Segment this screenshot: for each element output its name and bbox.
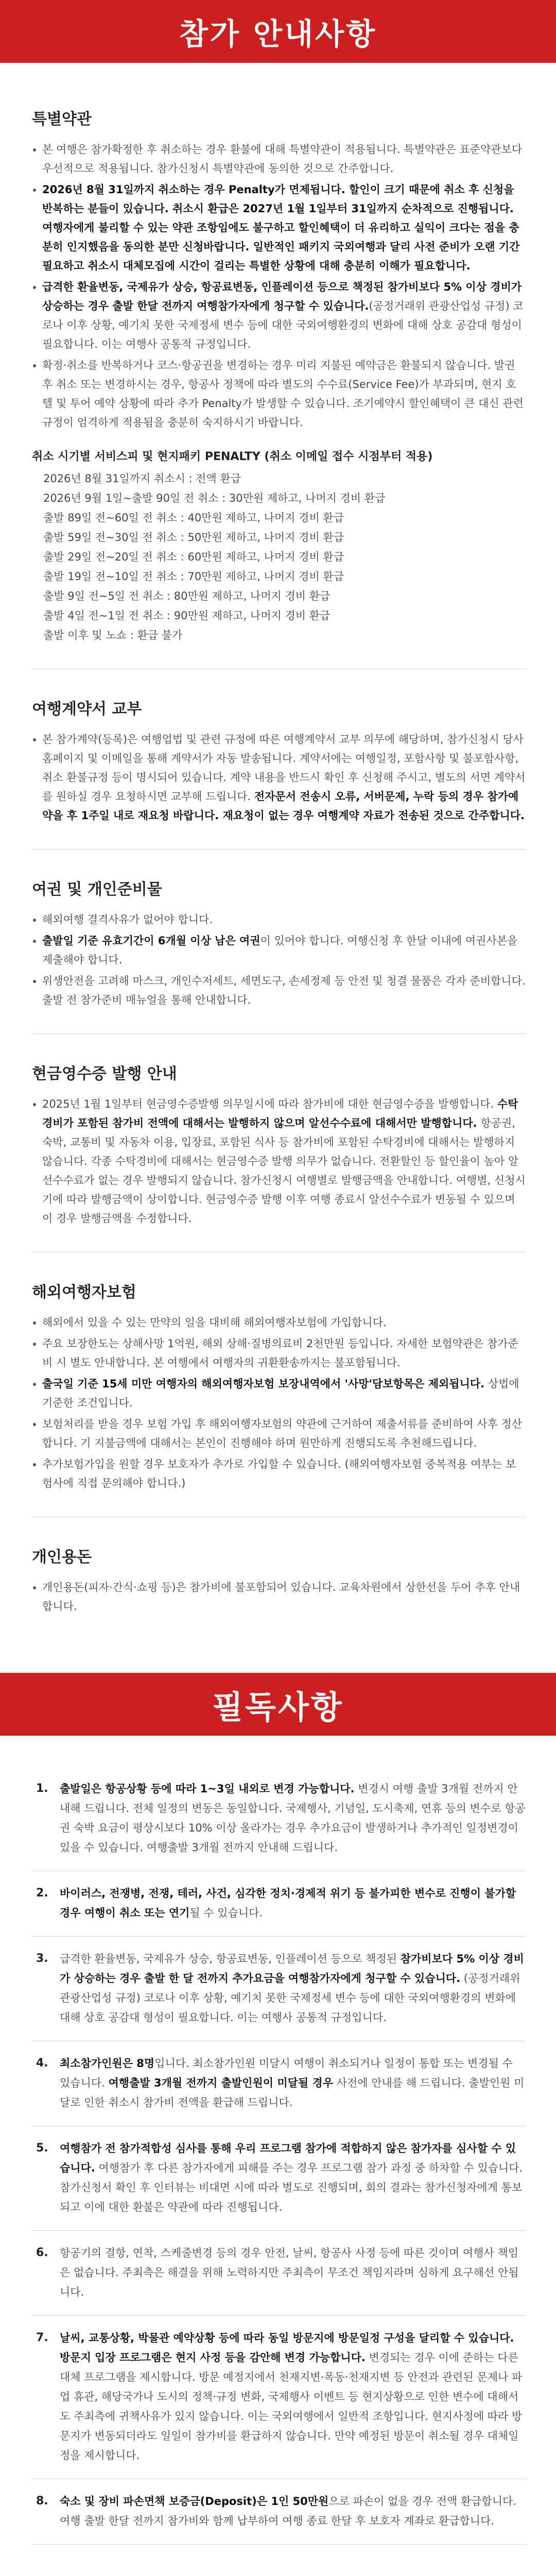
highlight-text: 전자문서 전송시 오류, 서버문제, 누락 등의 경우 참가예약을 후 1주일 내로 재요청 바랍니다. 재요청이 없는 경우 여행계약 자료가 전송된 것으로 간주합니다. xyxy=(42,790,525,822)
item-number: 7. xyxy=(36,2331,48,2344)
section-divider xyxy=(32,849,526,850)
highlight-text: 숙소 및 장비 파손면책 보증금(Deposit)은 1인 50만원 xyxy=(60,2495,329,2507)
item-number: 5. xyxy=(36,2142,48,2155)
item-text xyxy=(60,2054,526,2112)
item-text xyxy=(60,1884,526,1923)
body-text: 해외에서 있을 수 있는 만약의 일을 대비해 해외여행자보험에 가입합니다. xyxy=(42,1316,387,1329)
highlight-text: 급격한 환율변동, 국제유가 상승, 항공료변동, 인플레이션 등으로 책정된 참가비보다 5% 이상 경비가 상승하는 경우 출발 한달 전까지 여행참가자에게 청구할 수 있습니다. xyxy=(42,281,522,312)
item-number: 6. xyxy=(36,2246,48,2259)
body-text: 이 있어야 합니다. 여행신청 후 한달 이내에 여권사본을 제출해야 합니다. xyxy=(42,935,518,966)
bullet-item xyxy=(32,140,526,178)
highlight-text: 참가비보다 5% 이상 경비가 상승하는 경우 출발 한 달 전까지 추가요금을 여행참가자에게 청구할 수 있습니다. xyxy=(60,1953,524,1985)
bullet-item xyxy=(32,972,526,1010)
bullet-item xyxy=(32,1578,526,1616)
section-title: 현금영수증 발행 안내 xyxy=(32,1065,177,1083)
cancel-policy-item: 출발 59일 전~30일 전 취소 : 50만원 제하고, 나머지 경비 환급 xyxy=(43,531,344,544)
must-read-item xyxy=(32,1767,526,1871)
bullet-item xyxy=(32,1313,526,1332)
cancel-policy-item: 출발 9일 전~5일 전 취소 : 80만원 제하고, 나머지 경비 환급 xyxy=(43,590,331,602)
guide-content xyxy=(0,106,556,1616)
body-text: 보험처리를 받을 경우 보험 가입 후 해외여행자보험의 약관에 근거하여 제출서류를 준비하여 사후 정산합니다. 기 지불금액에 대해서는 본인이 진행해야 하며 원만하게 진행되도록 추천해드립니다. xyxy=(42,1418,523,1449)
highlight-text: 2026년 8월 31일까지 취소하는 경우 Penalty가 면제됩니다. 할인이 크기 때문에 취소 후 신청을 반복하는 분들이 있습니다. 취소시 환급은 2027년 1월 1일부터 31일까지 순차적으로 진행됩니다. 여행자에게 불리할 수 있는 약관 조항임에도 불구하고 할인혜택이 더 유리하고 실익이 크다는 점을 충분히 인지했음을 동의한 분만 신청바랍니다. 일반적인 패키지 국외여행과 달리 사전 준비가 오랜 기간 필요하고 취소시 대체모집에 시간이 걸리는 특별한 상황에 대해 충분히 이해가 필요합니다. xyxy=(42,183,520,272)
bullet-item xyxy=(32,356,526,432)
highlight-text: 여행참가 전 참가적합성 심사를 통해 우리 프로그램 참가에 적합하지 않은 참가자를 심사할 수 있습니다. xyxy=(60,2142,516,2174)
bullet-list xyxy=(32,1095,526,1228)
must-read-item xyxy=(32,2041,526,2126)
item-text xyxy=(60,2328,526,2465)
section-insurance xyxy=(32,1279,526,1493)
body-text: 본 여행은 참가확정한 후 취소하는 경우 환불에 대해 특별약관이 적용됩니다. 특별약관은 표준약관보다 우선적으로 적용됩니다. 참가신청시 특별약관에 동의한 것으로 간주합니다. xyxy=(42,143,523,175)
cancel-policy-item: 2026년 8월 31일까지 취소시 : 전액 환급 xyxy=(43,472,241,485)
must-read-list xyxy=(32,1767,526,2545)
bullet-item xyxy=(32,278,526,354)
item-number: 2. xyxy=(36,1887,48,1900)
highlight-text: 출국일 기준 15세 미만 여행자의 해외여행자보험 보장내역에서 '사망'담보항목은 제외됩니다. xyxy=(42,1378,485,1390)
cancel-policy-item: 출발 19일 전~10일 전 취소 : 70만원 제하고, 나머지 경비 환급 xyxy=(43,570,344,583)
cancel-policy-item: 출발 4일 전~1일 전 취소 : 90만원 제하고, 나머지 경비 환급 xyxy=(43,609,331,622)
section-title: 개인용돈 xyxy=(32,1548,92,1566)
section-allowance xyxy=(32,1544,526,1616)
page-title-banner xyxy=(0,0,556,63)
cancel-policy-item: 출발 29일 전~20일 전 취소 : 60만원 제하고, 나머지 경비 환급 xyxy=(43,551,344,563)
must-read-content xyxy=(0,1767,556,2545)
body-text: (공정거래위 관광산업성 규정) 코로나 이후 상황, 예기치 못한 국제정세 변수 등에 대한 국외여행환경의 변화에 대해 상호 공감대 형성이 필요합니다. 이는 여행사 공통적 규정입니다. xyxy=(60,1972,520,2024)
must-read-banner xyxy=(0,1673,556,1736)
item-number: 8. xyxy=(36,2495,48,2507)
must-read-section xyxy=(0,1673,556,2545)
highlight-text: 수탁경비가 포함된 참가비 전액에 대해서는 발행하지 않으며 알선수수료에 대해서만 발행합니다. xyxy=(42,1098,518,1129)
bullet-list xyxy=(32,730,526,825)
body-text: 으로 파손이 없을 경우 전액 환급합니다. 여행 출발 한달 전까지 참가비와 함께 납부하여 여행 종료 한달 후 보호자 계좌로 환급합니다. xyxy=(60,2495,516,2527)
body-text: 급격한 환율변동, 국제유가 상승, 항공료변동, 인플레이션 등으로 책정된 xyxy=(60,1953,401,1965)
item-number: 4. xyxy=(36,2057,48,2070)
bullet-item xyxy=(32,180,526,276)
section-title: 여행계약서 교부 xyxy=(32,700,142,718)
body-text: 추가보험가입을 원할 경우 보호자가 추가로 가입할 수 있습니다. (해외여행자보험 중복적용 여부는 보험사에 직접 문의해야 합니다.) xyxy=(42,1458,516,1489)
item-text xyxy=(60,2243,526,2302)
cancel-policy-item: 출발 89일 전~60일 전 취소 : 40만원 제하고, 나머지 경비 환급 xyxy=(43,512,344,524)
bullet-item xyxy=(32,910,526,929)
section-title: 여권 및 개인준비물 xyxy=(32,880,162,899)
item-text xyxy=(60,1949,526,2027)
section-contract xyxy=(32,696,526,825)
section-title: 특별약관 xyxy=(32,110,92,128)
bullet-item xyxy=(32,1375,526,1413)
bullet-item xyxy=(32,931,526,970)
highlight-text: 날씨, 교통상황, 박물관 예약상황 등에 따라 동일 방문지에 방문일정 구성을 달리할 수 있습니다. 방문지 입장 프로그램은 현지 사정 등을 감안해 변경 가능합니다. xyxy=(60,2332,514,2364)
body-text: 변경시 여행 출발 3개월 전까지 안내해 드립니다. 전체 일정의 변동은 동일합니다. 국제행사, 기념일, 도시축제, 연휴 등의 변수로 항공권 숙박 요금이 평상시보다 10% 이상 올라가는 경우 추가요금이 발생하거나 추가적인 일정변경이 있을 수 있습니다. 여행출발 3개월 전까지 안내해 드립니다. xyxy=(60,1783,526,1854)
cancel-policy-list xyxy=(32,469,526,645)
body-text: 해외여행 결격사유가 없어야 합니다. xyxy=(42,913,213,926)
cancel-policy-item: 2026년 9월 1일~출발 90일 전 취소 : 30만원 제하고, 나머지 경비 환급 xyxy=(43,492,386,504)
section-receipt xyxy=(32,1061,526,1228)
bullet-item xyxy=(32,1095,526,1228)
must-read-item xyxy=(32,1871,526,1937)
item-text xyxy=(60,1779,526,1857)
body-text: 본 참가계약(등록)은 여행업법 및 관련 규정에 따른 여행계약서 교부 의무에 해당하며, 참가신청시 당사 홈페이지 및 이메일을 통해 계약서가 자동 발송됩니다. 계약서에는 여행일정, 포함사항 및 불포함사항, 취소 환불규정 등이 명시되어 있습니다. 계약 내용을 반드시 확인 후 신청해 주시고, 별도의 서면 계약서를 원하실 경우 요청하시면 교부해 드립니다. xyxy=(42,733,526,803)
body-text: 여행참가 후 다른 참가자에게 피해를 주는 경우 프로그램 참가 과정 중 하차할 수 있습니다. 참가신청서 확인 후 인터뷰는 비대면 시에 따라 별도로 진행되며, 회의 결과는 참가신청자에게 통보되고 이에 대한 환불은 약관에 따라 진행됩니다. xyxy=(60,2162,523,2213)
highlight-text: 출발일 기준 유효기간이 6개월 이상 남은 여권 xyxy=(42,935,260,947)
body-text: 확정·취소를 반복하거나 코스·항공권을 변경하는 경우 미리 지불된 예약금은 환불되지 않습니다. 발권 후 취소 또는 변경하시는 경우, 항공사 정책에 따라 별도의 수수료(Service Fee)가 부과되며, 현지 호텔 및 투어 예약 상황에 따라 추가 Penalty가 발생할 수 있습니다. 조기예약시 할인혜택이 큰 대신 관련 규정이 엄격하게 적용됨을 충분히 숙지하시기 바랍니다. xyxy=(42,359,524,429)
section-special-terms xyxy=(32,106,526,645)
body-text: 주요 보장한도는 상해사망 1억원, 해외 상해·질병의료비 2천만원 등입니다. 자세한 보험약관은 참가준비 시 별도 안내합니다. 본 여행에서 여행자의 귀환환송까지는 불포함됩니다. xyxy=(42,1337,518,1369)
body-text: 상법에 기준한 조건입니다. xyxy=(42,1378,519,1409)
section-passport xyxy=(32,876,526,1010)
bullet-list xyxy=(32,910,526,1010)
item-text xyxy=(60,2139,526,2217)
bullet-list xyxy=(32,1578,526,1616)
body-text: 입니다. 최소참가인원 미달시 여행이 취소되거나 일정이 통합 또는 변경될 수 있습니다. xyxy=(60,2057,513,2089)
must-read-item xyxy=(32,2231,526,2316)
body-text: 사전에 안내를 해 드립니다. 출발인원 미달로 인한 취소시 참가비 전액을 환급해 드립니다. xyxy=(60,2077,525,2109)
page-title: 참가 안내사항 xyxy=(179,16,377,52)
must-read-item xyxy=(32,1937,526,2041)
bullet-item xyxy=(32,730,526,825)
bullet-list xyxy=(32,140,526,432)
highlight-text: 최소참가인원은 8명 xyxy=(60,2057,155,2070)
cancel-policy-item: 출발 이후 및 노쇼 : 환급 불가 xyxy=(43,629,183,641)
section-divider xyxy=(32,1033,526,1034)
item-number: 1. xyxy=(36,1782,48,1795)
body-text: 항공권, 숙박, 교통비 및 자동차 이용, 입장료, 포함된 식사 등 참가비에 포함된 수탁경비에 대해서는 발행하지 않습니다. 각종 수탁경비에 대해서는 현금영수증 발행 의무가 없습니다. 전환할인 등 할인율이 높아 알선수수료가 없는 경우 발행되지 않습니다. 참가신청시 여행별로 발행금액을 안내합니다. 여행별, 신청시기에 따라 발행금액이 상이합니다. 현금영수증 발행 이후 여행 종료시 알선수수료가 변동될 수 있으며 이 경우 발행금액을 수정합니다. xyxy=(42,1117,526,1225)
body-text: 변경되는 경우 이에 준하는 다른 대체 프로그램을 제시합니다. 방문 예정지에서 천재지변·폭동·천재지변 등 안전과 관련된 문제나 파업 휴관, 해당국가나 도시의 정책·규정 변화, 국제행사 이벤트 등 현지상황으로 인한 변수에 대해서도 주최측에 귀책사유가 있지 않습니다. 이는 국외여행에서 일반적 조항입니다. 현지사정에 따라 방문지가 변동되더라도 일일이 참가비를 환급하지 않습니다. 만약 예정된 방문이 취소될 경우 대체일정을 제시합니다. xyxy=(60,2351,523,2462)
item-number: 3. xyxy=(36,1952,48,1965)
highlight-text: 여행출발 3개월 전까지 출발인원이 미달될 경우 xyxy=(108,2077,334,2089)
must-read-item xyxy=(32,2316,526,2479)
body-text: 개인용돈(피자·간식·쇼핑 등)은 참가비에 불포함되어 있습니다. 교육차원에서 상한선을 두어 추후 안내합니다. xyxy=(42,1581,520,1613)
item-text xyxy=(60,2492,526,2531)
bullet-item xyxy=(32,1334,526,1372)
bullet-list xyxy=(32,1313,526,1493)
bullet-item xyxy=(32,1415,526,1453)
body-text: 항공기의 결항, 연착, 스케줄변경 등의 경우 안전, 날씨, 항공사 사정 등에 따른 것이며 여행사 책임은 없습니다. 주최측은 해결을 위해 노력하지만 주최측이 무조건 책임지라며 심하게 요구해선 안됩니다. xyxy=(60,2247,519,2298)
section-title: 해외여행자보험 xyxy=(32,1283,136,1301)
body-text: (공정거래위 관광산업성 규정) 코로나 이후 상황, 예기치 못한 국제정세 변수 등에 대한 국외여행환경의 변화에 대해 상호 공감대 형성이 필요합니다. 이는 여행사 공통적 규정입니다. xyxy=(42,300,524,350)
must-read-title: 필독사항 xyxy=(212,1688,344,1726)
cancel-policy-title: 취소 시기별 서비스피 및 현지패키 PENALTY (취소 이메일 접수 시점부터 적용) xyxy=(32,450,433,463)
body-text: 위생안전을 고려해 마스크, 개인수저세트, 세면도구, 손세정제 등 안전 및 청결 물품은 각자 준비합니다. 출발 전 참가준비 매뉴얼을 통해 안내합니다. xyxy=(42,975,526,1006)
bullet-item xyxy=(32,1455,526,1493)
must-read-item xyxy=(32,2479,526,2545)
must-read-item xyxy=(32,2126,526,2231)
body-text: 될 수 있습니다. xyxy=(189,1907,263,1919)
highlight-text: 출발일은 항공상황 등에 따라 1~3일 내외로 변경 가능합니다. xyxy=(60,1783,355,1795)
highlight-text: 바이러스, 전쟁병, 전쟁, 테러, 사건, 심각한 정치·경제적 위기 등 불가피한 변수로 진행이 불가할 경우 여행이 취소 또는 연기 xyxy=(60,1887,516,1919)
body-text: 2025년 1월 1일부터 현금영수증발행 의무일시에 따라 참가비에 대한 현금영수증을 발행합니다. xyxy=(42,1098,497,1110)
